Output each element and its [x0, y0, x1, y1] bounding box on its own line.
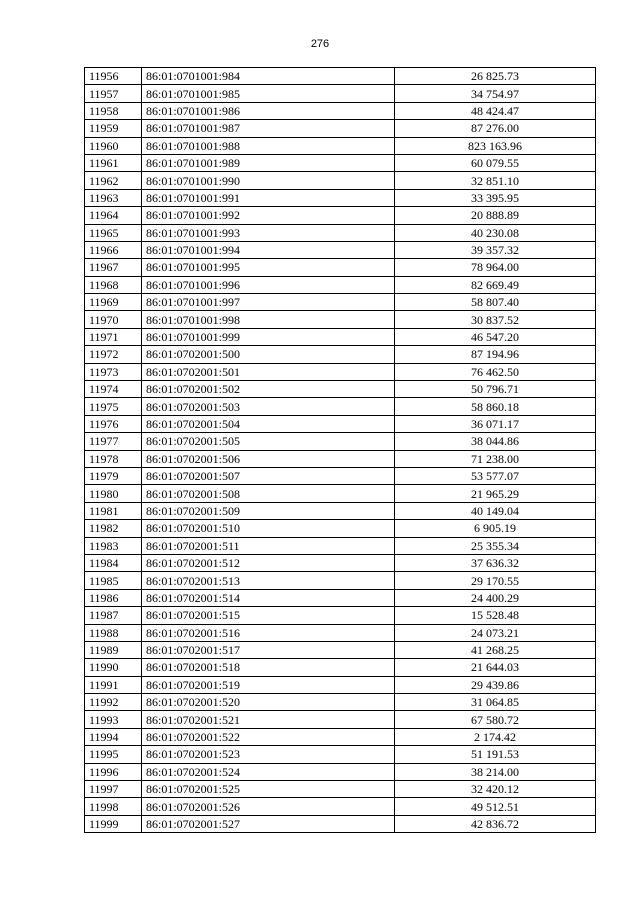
cadastral-number: 86:01:0701001:997: [142, 294, 395, 311]
row-number: 11997: [85, 781, 142, 798]
cadastral-value: 41 268.25: [395, 641, 596, 658]
table-row: [85, 589, 596, 606]
cadastral-number: 86:01:0702001:521: [142, 711, 395, 728]
row-number: 11989: [85, 641, 142, 658]
cadastral-number: 86:01:0702001:502: [142, 381, 395, 398]
table-row: [85, 572, 596, 589]
cadastral-value: 78 964.00: [395, 259, 596, 276]
cadastral-value: 82 669.49: [395, 276, 596, 293]
row-number: 11977: [85, 433, 142, 450]
table-row: [85, 259, 596, 276]
cadastral-value: 31 064.85: [395, 694, 596, 711]
table-row: [85, 659, 596, 676]
cadastral-value: 21 644.03: [395, 659, 596, 676]
cadastral-value: 46 547.20: [395, 328, 596, 345]
table-row: [85, 224, 596, 241]
row-number: 11956: [85, 68, 142, 85]
cadastral-number: 86:01:0702001:525: [142, 781, 395, 798]
row-number: 11975: [85, 398, 142, 415]
page-number: 276: [310, 38, 330, 50]
table-row: [85, 311, 596, 328]
cadastral-value: 6 905.19: [395, 520, 596, 537]
table-row: [85, 381, 596, 398]
cadastral-number: 86:01:0702001:500: [142, 346, 395, 363]
table-row: [85, 781, 596, 798]
cadastral-value: 38 214.00: [395, 763, 596, 780]
cadastral-number: 86:01:0702001:511: [142, 537, 395, 554]
row-number: 11971: [85, 328, 142, 345]
table-row: [85, 537, 596, 554]
cadastral-value: 71 238.00: [395, 450, 596, 467]
row-number: 11984: [85, 554, 142, 571]
cadastral-value: 87 194.96: [395, 346, 596, 363]
cadastral-value: 36 071.17: [395, 415, 596, 432]
row-number: 11963: [85, 189, 142, 206]
cadastral-number: 86:01:0702001:514: [142, 589, 395, 606]
cadastral-number: 86:01:0702001:501: [142, 363, 395, 380]
row-number: 11979: [85, 467, 142, 484]
cadastral-number: 86:01:0701001:996: [142, 276, 395, 293]
table-row: [85, 154, 596, 171]
cadastral-number: 86:01:0701001:998: [142, 311, 395, 328]
row-number: 11992: [85, 694, 142, 711]
table-row: [85, 694, 596, 711]
cadastral-number: 86:01:0702001:504: [142, 415, 395, 432]
row-number: 11999: [85, 815, 142, 832]
cadastral-number: 86:01:0701001:989: [142, 154, 395, 171]
row-number: 11976: [85, 415, 142, 432]
cadastral-value: 37 636.32: [395, 554, 596, 571]
cadastral-value: 48 424.47: [395, 102, 596, 119]
cadastral-number: 86:01:0701001:984: [142, 68, 395, 85]
table-row: [85, 798, 596, 815]
cadastral-value: 20 888.89: [395, 207, 596, 224]
row-number: 11990: [85, 659, 142, 676]
row-number: 11998: [85, 798, 142, 815]
cadastral-value: 42 836.72: [395, 815, 596, 832]
cadastral-number: 86:01:0702001:515: [142, 607, 395, 624]
cadastral-value: 29 170.55: [395, 572, 596, 589]
table-row: [85, 328, 596, 345]
cadastral-number: 86:01:0702001:520: [142, 694, 395, 711]
cadastral-number: 86:01:0701001:985: [142, 85, 395, 102]
cadastral-number: 86:01:0701001:988: [142, 137, 395, 154]
table-row: [85, 346, 596, 363]
row-number: 11978: [85, 450, 142, 467]
table-row: [85, 276, 596, 293]
row-number: 11962: [85, 172, 142, 189]
table-row: [85, 502, 596, 519]
row-number: 11968: [85, 276, 142, 293]
row-number: 11981: [85, 502, 142, 519]
table-row: [85, 398, 596, 415]
cadastral-value: 51 191.53: [395, 746, 596, 763]
cadastral-number: 86:01:0702001:508: [142, 485, 395, 502]
row-number: 11986: [85, 589, 142, 606]
cadastral-number: 86:01:0702001:523: [142, 746, 395, 763]
cadastral-value: 24 073.21: [395, 624, 596, 641]
row-number: 11969: [85, 294, 142, 311]
row-number: 11994: [85, 728, 142, 745]
cadastral-number: 86:01:0702001:519: [142, 676, 395, 693]
cadastral-value: 58 860.18: [395, 398, 596, 415]
row-number: 11991: [85, 676, 142, 693]
table-row: [85, 728, 596, 745]
cadastral-number: 86:01:0702001:507: [142, 467, 395, 484]
cadastral-value: 26 825.73: [395, 68, 596, 85]
cadastral-number: 86:01:0701001:991: [142, 189, 395, 206]
cadastral-number: 86:01:0702001:518: [142, 659, 395, 676]
table-row: [85, 85, 596, 102]
table-row: [85, 641, 596, 658]
cadastral-value: 2 174.42: [395, 728, 596, 745]
table-row: [85, 102, 596, 119]
table-row: [85, 520, 596, 537]
cadastral-value: 34 754.97: [395, 85, 596, 102]
cadastral-number: 86:01:0702001:522: [142, 728, 395, 745]
cadastral-number: 86:01:0702001:513: [142, 572, 395, 589]
cadastral-value: 67 580.72: [395, 711, 596, 728]
cadastral-value: 32 420.12: [395, 781, 596, 798]
table-row: [85, 711, 596, 728]
cadastral-number: 86:01:0702001:526: [142, 798, 395, 815]
row-number: 11988: [85, 624, 142, 641]
cadastral-value: 39 357.32: [395, 241, 596, 258]
row-number: 11966: [85, 241, 142, 258]
table-row: [85, 485, 596, 502]
cadastral-value: 38 044.86: [395, 433, 596, 450]
row-number: 11967: [85, 259, 142, 276]
table-row: [85, 433, 596, 450]
cadastral-number: 86:01:0701001:990: [142, 172, 395, 189]
cadastral-number: 86:01:0702001:509: [142, 502, 395, 519]
row-number: 11973: [85, 363, 142, 380]
cadastral-value: 29 439.86: [395, 676, 596, 693]
row-number: 11987: [85, 607, 142, 624]
registry-table: [84, 67, 596, 833]
table-row: [85, 207, 596, 224]
row-number: 11961: [85, 154, 142, 171]
row-number: 11972: [85, 346, 142, 363]
row-number: 11983: [85, 537, 142, 554]
registry-table-body: [85, 68, 596, 833]
cadastral-number: 86:01:0702001:517: [142, 641, 395, 658]
cadastral-value: 823 163.96: [395, 137, 596, 154]
row-number: 11959: [85, 120, 142, 137]
table-row: [85, 294, 596, 311]
table-row: [85, 363, 596, 380]
row-number: 11957: [85, 85, 142, 102]
cadastral-value: 15 528.48: [395, 607, 596, 624]
cadastral-number: 86:01:0701001:987: [142, 120, 395, 137]
cadastral-value: 30 837.52: [395, 311, 596, 328]
cadastral-number: 86:01:0702001:527: [142, 815, 395, 832]
cadastral-value: 76 462.50: [395, 363, 596, 380]
table-row: [85, 68, 596, 85]
cadastral-value: 50 796.71: [395, 381, 596, 398]
row-number: 11993: [85, 711, 142, 728]
row-number: 11995: [85, 746, 142, 763]
cadastral-number: 86:01:0701001:995: [142, 259, 395, 276]
table-row: [85, 189, 596, 206]
row-number: 11982: [85, 520, 142, 537]
row-number: 11985: [85, 572, 142, 589]
row-number: 11970: [85, 311, 142, 328]
table-row: [85, 450, 596, 467]
row-number: 11980: [85, 485, 142, 502]
cadastral-value: 49 512.51: [395, 798, 596, 815]
cadastral-value: 87 276.00: [395, 120, 596, 137]
table-row: [85, 815, 596, 832]
table-row: [85, 676, 596, 693]
table-row: [85, 554, 596, 571]
cadastral-value: 25 355.34: [395, 537, 596, 554]
table-row: [85, 172, 596, 189]
table-row: [85, 241, 596, 258]
table-row: [85, 607, 596, 624]
row-number: 11964: [85, 207, 142, 224]
cadastral-value: 53 577.07: [395, 467, 596, 484]
row-number: 11996: [85, 763, 142, 780]
cadastral-number: 86:01:0702001:510: [142, 520, 395, 537]
table-row: [85, 415, 596, 432]
cadastral-number: 86:01:0702001:506: [142, 450, 395, 467]
cadastral-value: 32 851.10: [395, 172, 596, 189]
cadastral-number: 86:01:0702001:524: [142, 763, 395, 780]
row-number: 11960: [85, 137, 142, 154]
cadastral-number: 86:01:0701001:986: [142, 102, 395, 119]
cadastral-number: 86:01:0702001:516: [142, 624, 395, 641]
table-row: [85, 467, 596, 484]
cadastral-value: 24 400.29: [395, 589, 596, 606]
row-number: 11958: [85, 102, 142, 119]
cadastral-value: 33 395.95: [395, 189, 596, 206]
cadastral-number: 86:01:0701001:999: [142, 328, 395, 345]
row-number: 11974: [85, 381, 142, 398]
cadastral-value: 58 807.40: [395, 294, 596, 311]
table-row: [85, 763, 596, 780]
cadastral-value: 21 965.29: [395, 485, 596, 502]
cadastral-value: 60 079.55: [395, 154, 596, 171]
table-row: [85, 137, 596, 154]
cadastral-number: 86:01:0701001:992: [142, 207, 395, 224]
cadastral-number: 86:01:0701001:993: [142, 224, 395, 241]
table-row: [85, 624, 596, 641]
cadastral-value: 40 149.04: [395, 502, 596, 519]
cadastral-value: 40 230.08: [395, 224, 596, 241]
cadastral-number: 86:01:0702001:512: [142, 554, 395, 571]
table-row: [85, 120, 596, 137]
row-number: 11965: [85, 224, 142, 241]
cadastral-number: 86:01:0702001:503: [142, 398, 395, 415]
cadastral-number: 86:01:0701001:994: [142, 241, 395, 258]
cadastral-number: 86:01:0702001:505: [142, 433, 395, 450]
table-row: [85, 746, 596, 763]
